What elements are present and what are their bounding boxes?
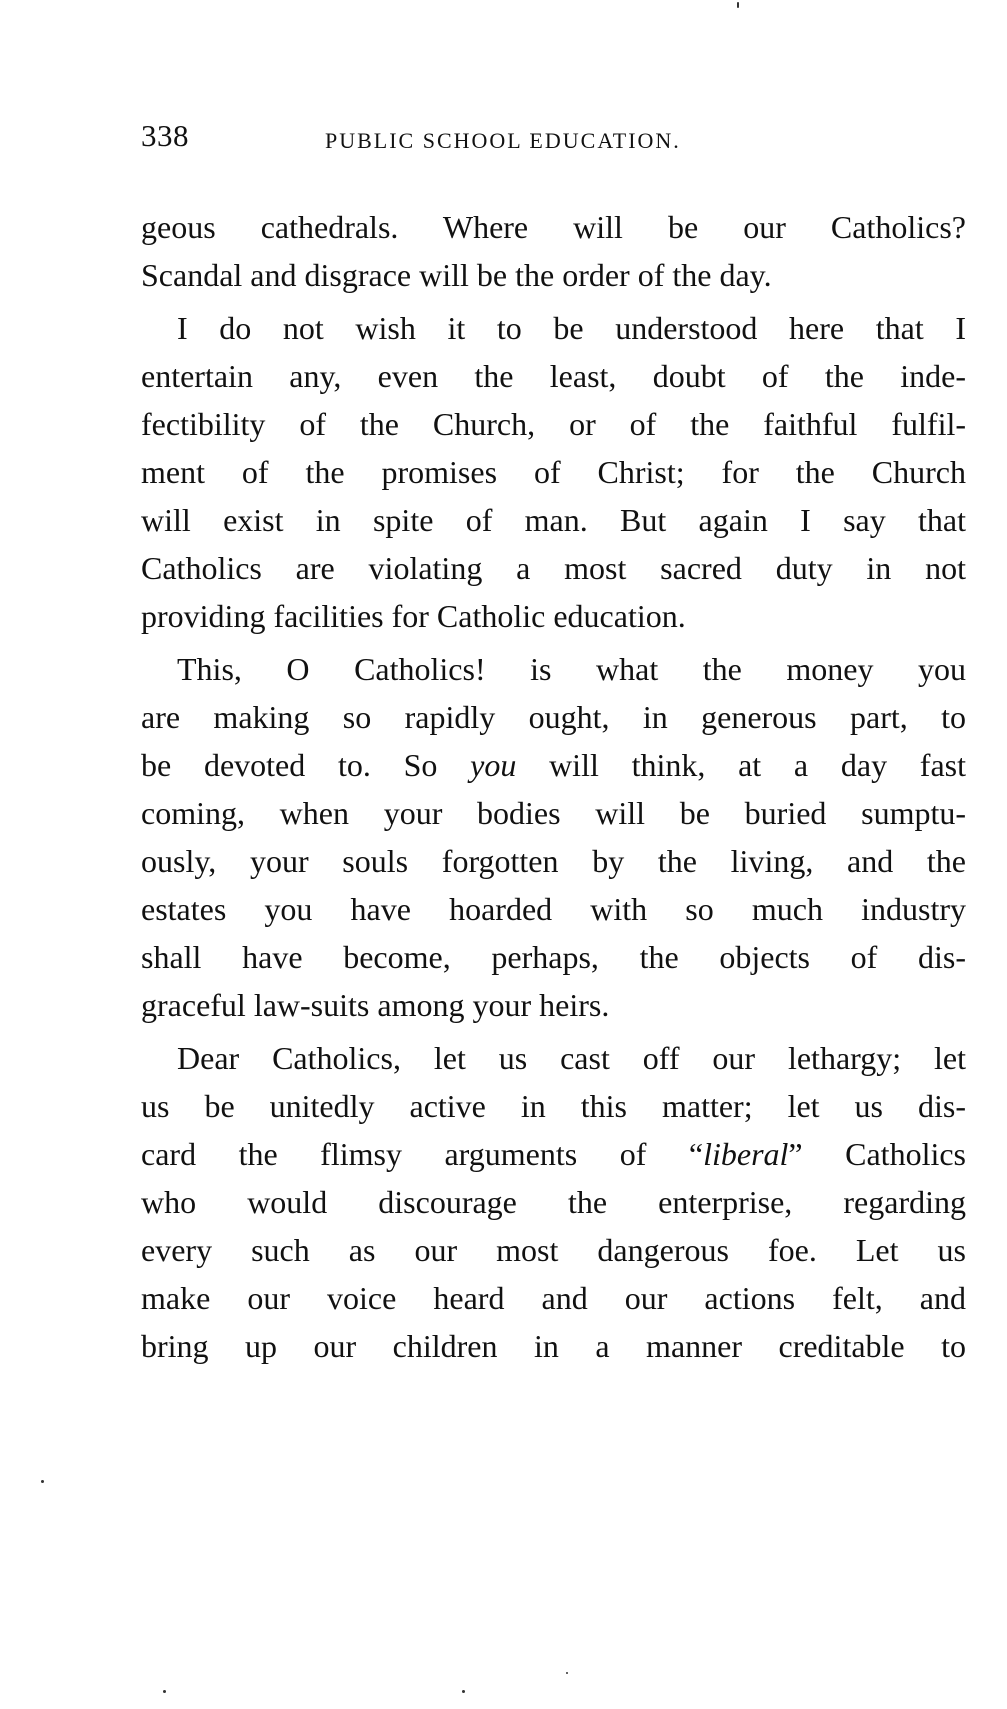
text-line: graceful law-suits among your heirs. (141, 987, 610, 1023)
text-line: ously, your souls forgotten by the living, and the (141, 843, 966, 879)
text-run: card the flimsy arguments of “ (141, 1136, 704, 1172)
text-line: will exist in spite of man. But again I say that (141, 502, 966, 538)
text-line: coming, when your bodies will be buried sumptu- (141, 795, 966, 831)
text-run: be devoted to. So (141, 747, 471, 783)
paragraph (141, 304, 966, 640)
paragraph (141, 645, 966, 1029)
text-line: I do not wish it to be understood here that I (177, 310, 966, 346)
text-run: ” Catholics (788, 1136, 967, 1172)
print-speck (737, 2, 739, 8)
print-speck (41, 1480, 44, 1483)
text-line: entertain any, even the least, doubt of the inde- (141, 358, 966, 394)
italic-text: liberal (703, 1136, 789, 1172)
page-number: 338 (141, 118, 189, 153)
text-line: shall have become, perhaps, the objects of dis- (141, 939, 966, 975)
text-line: fectibility of the Church, or of the faithful fulfil- (141, 406, 966, 442)
body-text (141, 203, 966, 1370)
text-line (141, 1130, 966, 1178)
text-line: bring up our children in a manner creditable to (141, 1328, 966, 1364)
text-line: estates you have hoarded with so much industry (141, 891, 966, 927)
text-line: us be unitedly active in this matter; let us dis- (141, 1088, 966, 1124)
print-speck (566, 1672, 568, 1674)
text-line: This, O Catholics! is what the money you (177, 651, 966, 687)
paragraph (141, 1034, 966, 1370)
text-line: are making so rapidly ought, in generous part, to (141, 699, 966, 735)
italic-text: you (470, 747, 517, 783)
text-line: ment of the promises of Christ; for the Church (141, 454, 966, 490)
print-speck (462, 1690, 465, 1693)
text-line: providing facilities for Catholic education. (141, 598, 686, 634)
text-line: Catholics are violating a most sacred duty in not (141, 550, 966, 586)
text-line: every such as our most dangerous foe. Let us (141, 1232, 966, 1268)
text-line (141, 741, 966, 789)
paragraph (141, 203, 966, 299)
text-line: Scandal and disgrace will be the order of the day. (141, 257, 772, 293)
text-line: geous cathedrals. Where will be our Catholics? (141, 209, 966, 245)
text-line: who would discourage the enterprise, regarding (141, 1184, 966, 1220)
text-run: will think, at a day fast (516, 747, 966, 783)
print-speck (163, 1690, 166, 1693)
text-line: make our voice heard and our actions felt, and (141, 1280, 966, 1316)
page-header (141, 118, 981, 158)
text-line: Dear Catholics, let us cast off our lethargy; let (177, 1040, 966, 1076)
running-title: PUBLIC SCHOOL EDUCATION. (325, 128, 681, 153)
